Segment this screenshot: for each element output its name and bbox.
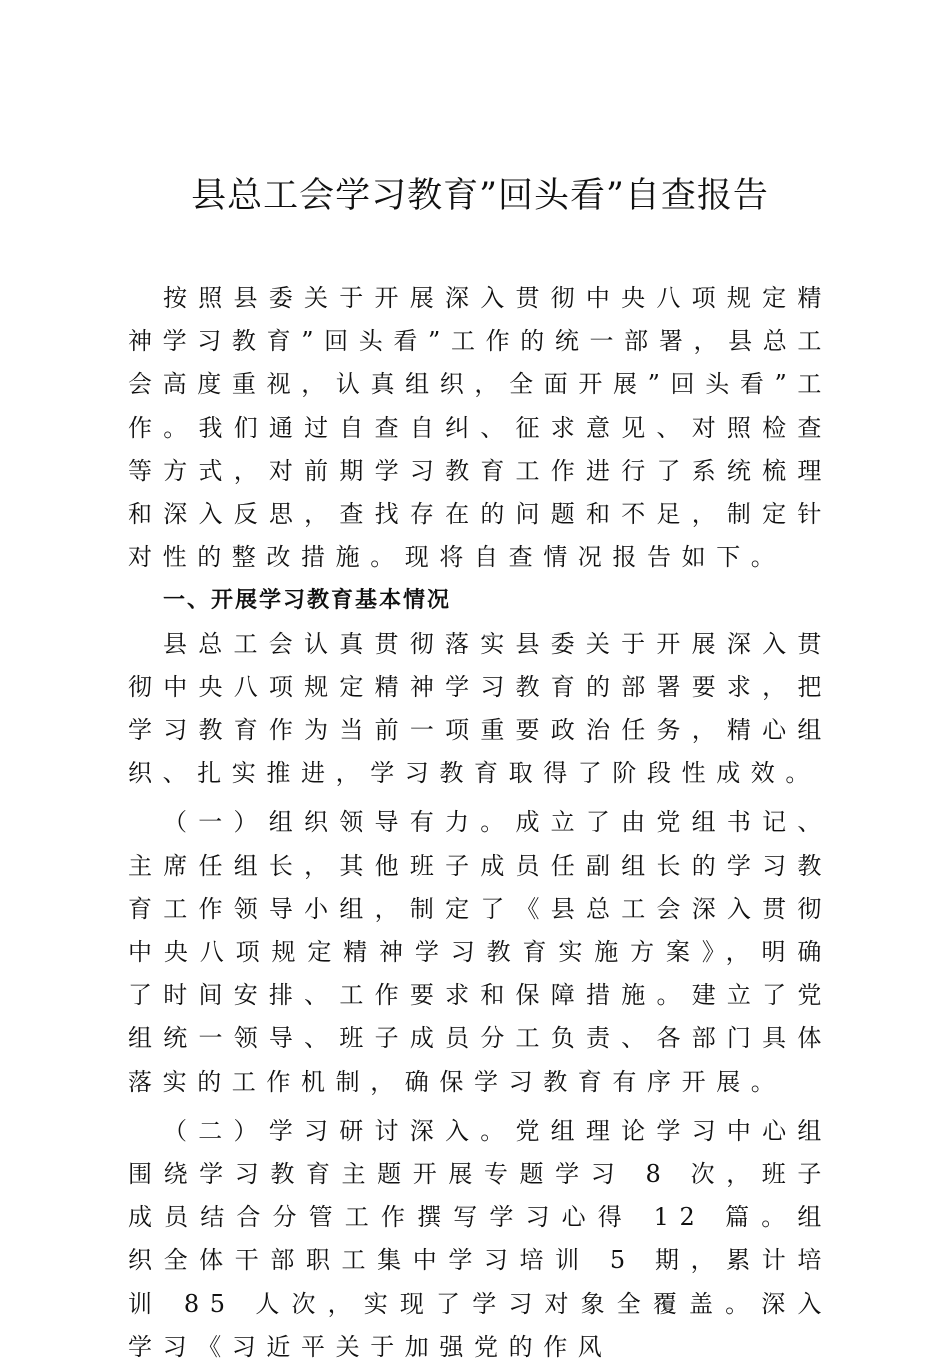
section-paragraph: （二）学习研讨深入。党组理论学习中心组围绕学习教育主题开展专题学习 8 次，班子成员结合分管工作撰写学习心得 12 篇。组织全体干部职工集中学习培训 5 期，累计培训 85 人次，实现了学习对象全覆盖。深入学习《习近平关于加强党的作风 <box>128 1116 832 1361</box>
section-paragraph: 县总工会认真贯彻落实县委关于开展深入贯彻中央八项规定精神学习教育的部署要求，把学习教育作为当前一项重要政治任务，精心组织、扎实推进，学习教育取得了阶段性成效。 <box>128 629 832 788</box>
section-paragraph: （一）组织领导有力。成立了由党组书记、主席任组长，其他班子成员任副组长的学习教育工作领导小组，制定了《县总工会深入贯彻中央八项规定精神学习教育实施方案》，明确了时间安排、工作要求和保障措施。建立了党组统一领导、班子成员分工负责、各部门具体落实的工作机制，确保学习教育有序开展。 <box>128 808 832 1096</box>
document-title: 县总工会学习教育”回头看”自查报告 <box>191 176 769 216</box>
section-heading: 一、开展学习教育基本情况 <box>163 588 452 614</box>
intro-paragraph: 按照县委关于开展深入贯彻中央八项规定精神学习教育”回头看”工作的统一部署，县总工会高度重视，认真组织，全面开展”回头看”工作。我们通过自查自纠、征求意见、对照检查等方式，对前期学习教育工作进行了系统梳理和深入反思，查找存在的问题和不足，制定针对性的整改措施。现将自查情况报告如下。 <box>128 284 832 572</box>
document-body <box>128 277 832 1369</box>
